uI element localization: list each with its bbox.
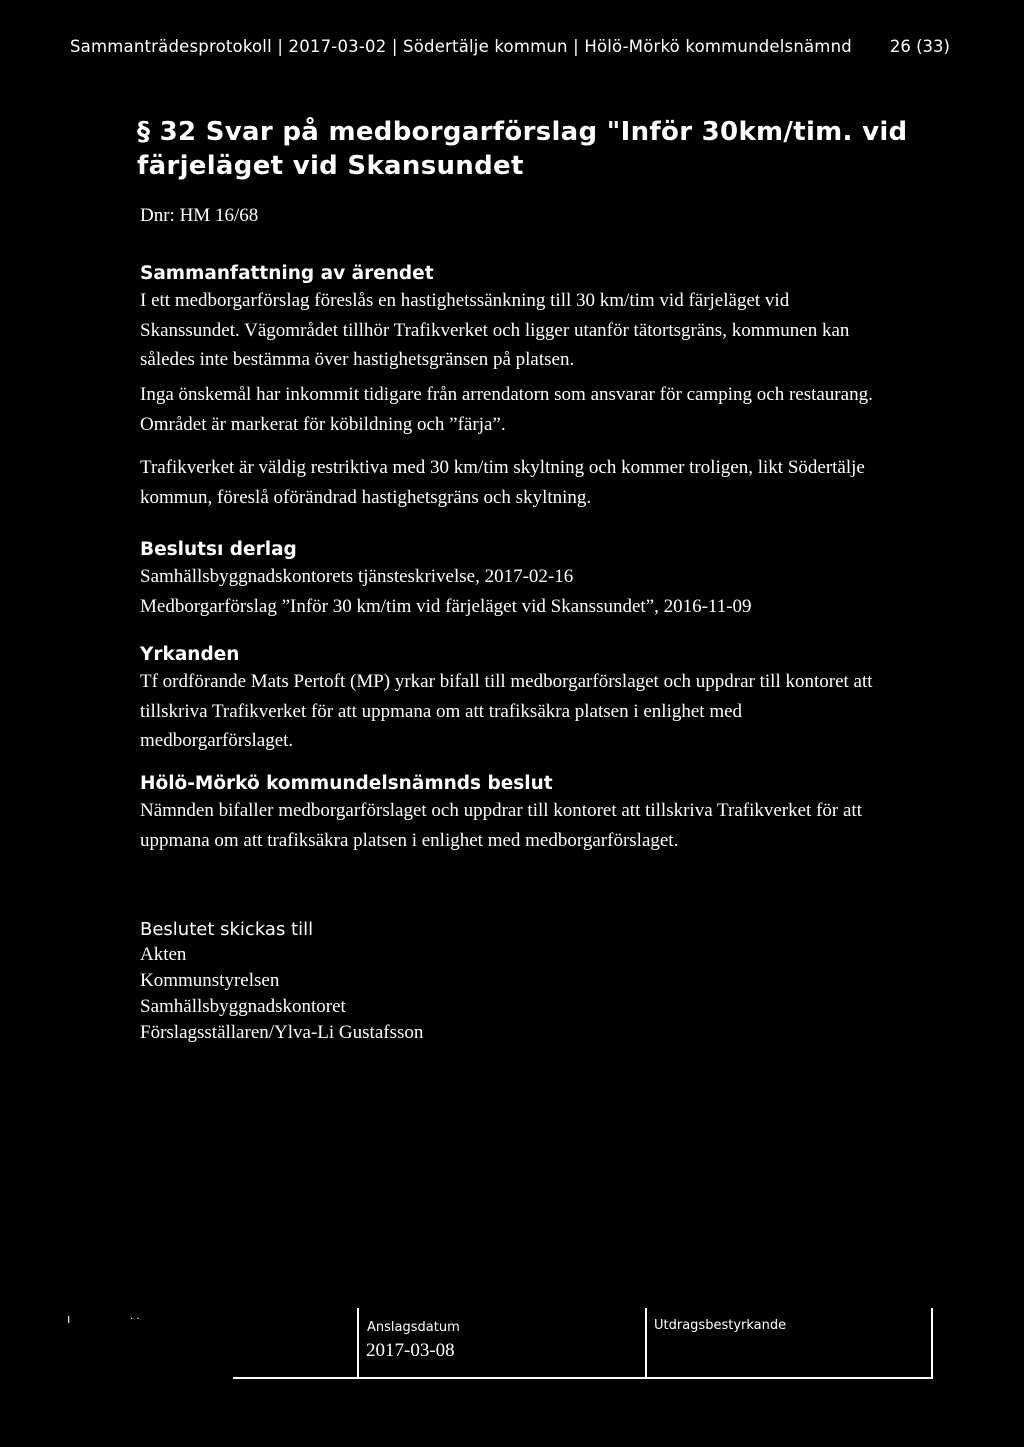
decision-heading: Hölö-Mörkö kommundelsnämnds beslut bbox=[140, 773, 553, 794]
claims-heading: Yrkanden bbox=[140, 644, 240, 665]
text-line: således inte bestämma över hastighetsgränsen på platsen. bbox=[140, 349, 575, 370]
decision-basis-heading: Beslutsı derlag bbox=[140, 539, 297, 560]
page-title bbox=[137, 115, 907, 183]
recipient-item: Akten bbox=[140, 944, 187, 965]
page-number: 26 (33) bbox=[889, 37, 950, 56]
footer-dots: · · bbox=[130, 1314, 140, 1325]
footer-divider bbox=[931, 1308, 933, 1378]
text-line: Trafikverket är väldig restriktiva med 30 km/tim skyltning och kommer troligen, likt Södertälje bbox=[140, 457, 865, 478]
recipient-item: Förslagsställaren/Ylva-Li Gustafsson bbox=[140, 1022, 424, 1043]
decision-basis-section bbox=[140, 538, 970, 621]
text-line: Samhällsbyggnadskontorets tjänsteskrivelse, 2017-02-16 bbox=[140, 566, 574, 587]
recipient-item: Samhällsbyggnadskontoret bbox=[140, 996, 346, 1017]
posting-date-value: 2017-03-08 bbox=[366, 1340, 455, 1361]
summary-paragraph-1 bbox=[140, 286, 970, 375]
recipients-section bbox=[140, 918, 970, 1046]
footer-divider bbox=[357, 1308, 359, 1378]
text-line: kommun, föreslå oförändrad hastighetsgräns och skyltning. bbox=[140, 486, 592, 508]
summary-heading: Sammanfattning av ärendet bbox=[140, 263, 434, 284]
footer-mark: ı bbox=[67, 1312, 71, 1326]
case-number: Dnr: HM 16/68 bbox=[140, 205, 259, 226]
text-line: Skanssundet. Vägområdet tillhör Trafikverket och ligger utanför tätortsgräns, kommunen kan bbox=[140, 319, 850, 341]
text-line: Nämnden bifaller medborgarförslaget och uppdrar till kontoret att tillskriva Trafikverket för att bbox=[140, 800, 862, 821]
summary-paragraph-3 bbox=[140, 453, 970, 512]
summary-section bbox=[140, 262, 970, 375]
text-line: tillskriva Trafikverket för att uppmana om att trafiksäkra platsen i enlighet med bbox=[140, 700, 743, 722]
footer-baseline bbox=[233, 1377, 933, 1379]
recipients-heading: Beslutet skickas till bbox=[140, 919, 314, 940]
text-line: Inga önskemål har inkommit tidigare från arrendatorn som ansvarar för camping och restaurang. bbox=[140, 384, 873, 405]
recipient-item: Kommunstyrelsen bbox=[140, 970, 280, 991]
text-line: Området är markerat för köbildning och ”färja”. bbox=[140, 413, 506, 435]
page-title-line-2: färjeläget vid Skansundet bbox=[137, 151, 524, 181]
text-line: medborgarförslaget. bbox=[140, 730, 294, 751]
summary-paragraph-2 bbox=[140, 380, 970, 439]
page-title-line-1: § 32 Svar på medborgarförslag "Inför 30km/tim. vid bbox=[137, 117, 908, 147]
text-line: I ett medborgarförslag föreslås en hastighetssänkning till 30 km/tim vid färjeläget vid bbox=[140, 290, 790, 311]
text-line: Medborgarförslag ”Inför 30 km/tim vid färjeläget vid Skanssundet”, 2016-11-09 bbox=[140, 595, 752, 617]
claims-section bbox=[140, 643, 970, 756]
text-line: uppmana om att trafiksäkra platsen i enlighet med medborgarförslaget. bbox=[140, 829, 679, 851]
certification-label: Utdragsbestyrkande bbox=[654, 1318, 787, 1333]
running-header: Sammanträdesprotokoll | 2017-03-02 | Södertälje kommun | Hölö-Mörkö kommundelsnämnd bbox=[70, 37, 852, 56]
decision-section bbox=[140, 772, 970, 855]
footer-divider bbox=[645, 1308, 647, 1378]
text-line: Tf ordförande Mats Pertoft (MP) yrkar bifall till medborgarförslaget och uppdrar till kontoret att bbox=[140, 671, 873, 692]
posting-date-label: Anslagsdatum bbox=[367, 1320, 460, 1335]
